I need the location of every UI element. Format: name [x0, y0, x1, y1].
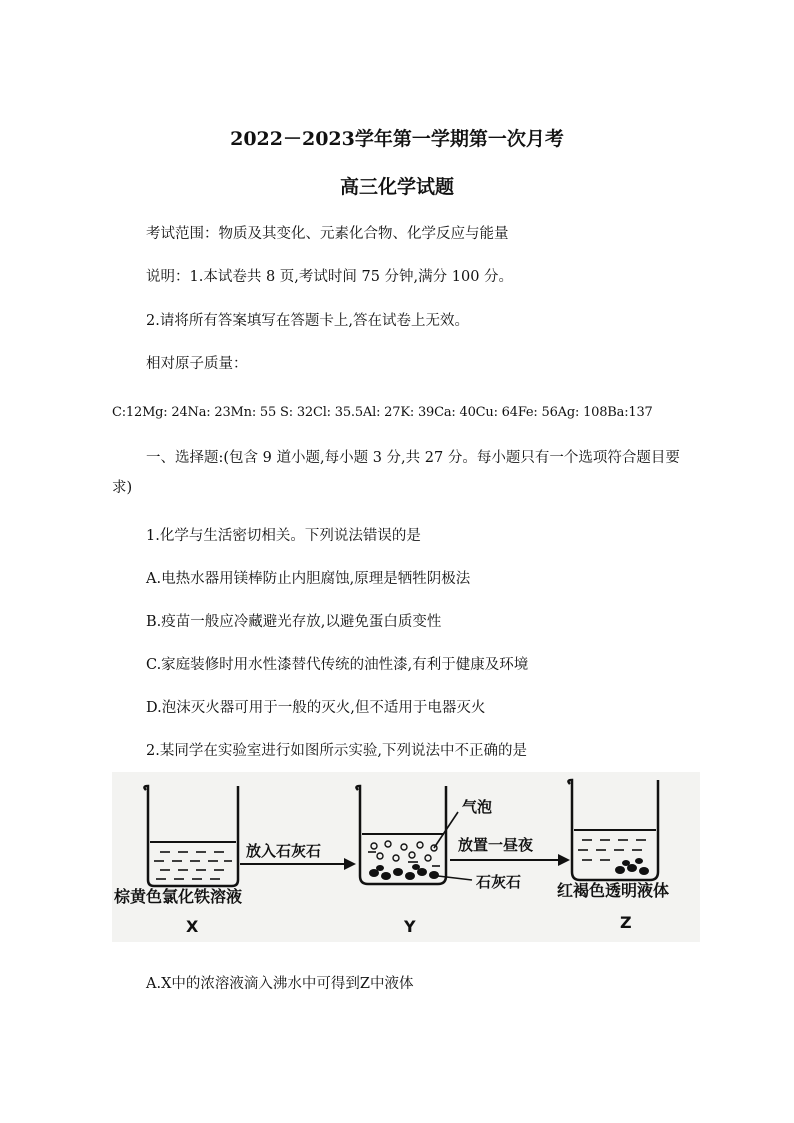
exam-subtitle: 高三化学试题: [339, 176, 454, 198]
question-2-option-a: A.X中的浓溶液滴入沸水中可得到Z中液体: [146, 976, 414, 992]
beaker-y: [356, 786, 472, 884]
x-solution-label: 棕黄色氯化铁溶液: [114, 887, 243, 906]
atomic-mass-label: 相对原子质量：: [146, 356, 248, 372]
beaker-y-label: Y: [404, 917, 416, 936]
atomic-mass-list: C:12Mg: 24Na: 23Mn: 55 S: 32Cl: 35.5Al: 27K: 39Ca: 40Cu: 64Fe: 56Ag: 108Ba:137: [112, 405, 653, 420]
question-1-option-b: B.疫苗一般应冷藏避光存放,以避免蛋白质变性: [146, 614, 442, 630]
step-1-label: 放入石灰石: [246, 842, 322, 860]
experiment-figure: [112, 772, 700, 942]
z-liquid-label: 红褐色透明液体: [557, 881, 670, 900]
question-1-option-d: D.泡沫灭火器可用于一般的灭火,但不适用于电器灭火: [146, 700, 486, 716]
exam-note-2: 2.请将所有答案填写在答题卡上,答在试卷上无效。: [146, 313, 469, 329]
beaker-x-label: X: [186, 917, 199, 936]
step-2-label: 放置一昼夜: [458, 836, 534, 854]
stone-label: 石灰石: [476, 873, 522, 891]
question-1-option-c: C.家庭装修时用水性漆替代传统的油性漆,有利于健康及环境: [146, 657, 529, 673]
beaker-x: [144, 786, 238, 886]
question-1-stem: 1.化学与生活密切相关。下列说法错误的是: [146, 528, 421, 544]
exam-title: 2022－2023学年第一学期第一次月考: [230, 128, 564, 150]
experiment-diagram: [112, 772, 700, 942]
exam-scope: 考试范围：物质及其变化、元素化合物、化学反应与能量: [146, 226, 509, 242]
question-2-stem: 2.某同学在实验室进行如图所示实验,下列说法中不正确的是: [146, 743, 527, 759]
beaker-z-label: Z: [620, 913, 632, 932]
bubble-label: 气泡: [462, 798, 493, 816]
exam-note-1: 说明：1.本试卷共 8 页,考试时间 75 分钟,满分 100 分。: [146, 269, 514, 285]
question-1-option-a: A.电热水器用镁棒防止内胆腐蚀,原理是牺牲阴极法: [146, 571, 471, 587]
section-heading: 一、选择题:(包含 9 道小题,每小题 3 分,共 27 分。每小题只有一个选项符合题目要求): [112, 450, 680, 496]
beaker-z: [568, 780, 658, 880]
arrow-2: [450, 854, 570, 866]
